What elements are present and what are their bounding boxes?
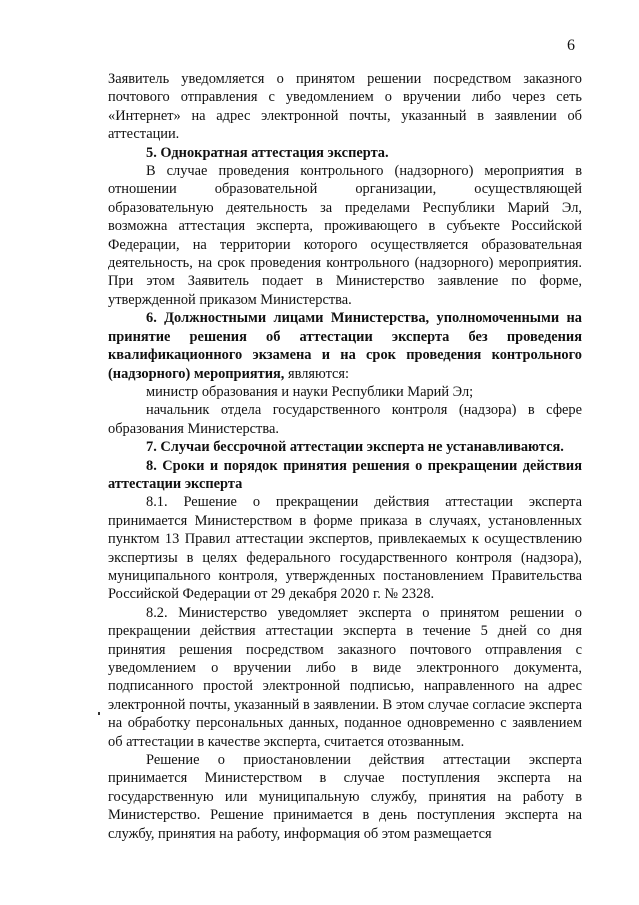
document-body — [108, 70, 582, 843]
paragraph-officials — [108, 309, 582, 383]
paragraph-notification: Заявитель уведомляется о принятом решении посредством заказного почтового отправления с уведомлением о вручении либо через сеть «Интернет» на адрес электронной почты, указанный в заявлении об аттестации. — [108, 71, 582, 143]
paragraph-8-2: 8.2. Министерство уведомляет эксперта о принятом решении о прекращении действия аттестации эксперта в течение 5 дней со дня принятия решения посредством заказного почтового отправления с уведомлением о вручении либо в виде электронного документа, подписанного простой электронной подписью, направленного на адрес электронной почты, указанный в заявлении. В этом случае согласие эксперта на обработку персональных данных, поданное одновременно с заявлением об аттестации в качестве эксперта, считается отозванным. — [108, 604, 582, 750]
paragraph-one-time-attestation: В случае проведения контрольного (надзорного) мероприятия в отношении образовательной организации, осуществляющей образовательную деятельность за пределами Республики Марий Эл, возможна аттестация эксперта, проживающего в субъекте Российской Федерации, на территории которого осуществляется образовательная деятельность, на срок проведения контрольного (надзорного) мероприятия. При этом Заявитель подает в Министерство заявление по форме, утвержденной приказом Министерства. — [108, 163, 582, 308]
heading-indefinite-attestation: 7. Случаи бессрочной аттестации эксперта не устанавливаются. — [146, 439, 564, 456]
list-item-department-head: начальник отдела государственного контроля (надзора) в сфере образования Министерства. — [108, 402, 582, 437]
margin-mark — [98, 712, 100, 715]
heading-officials: 6. Должностными лицами Министерства, уполномоченными на принятие решения об аттестации эксперта без проведения квалификационного экзамена и на срок проведения контрольного (надзорного) мероприятия, — [108, 310, 582, 382]
heading-termination: 8. Сроки и порядок принятия решения о прекращении действия аттестации эксперта — [108, 457, 582, 492]
heading-one-time-attestation: 5. Однократная аттестация эксперта. — [146, 144, 389, 161]
list-item-minister: министр образования и науки Республики Марий Эл; — [146, 383, 474, 400]
paragraph-8-1: 8.1. Решение о прекращении действия аттестации эксперта принимается Министерством в форме приказа в случаях, установленных пунктом 13 Правил аттестации экспертов, привлекаемых к осуществлению экспертизы в целях федерального государственного контроля (надзора), муниципального контроля, утвержденных постановлением Правительства Российской Федерации от 29 декабря 2020 г. № 2328. — [108, 494, 582, 603]
page-number: 6 — [567, 37, 575, 54]
paragraph-suspension: Решение о приостановлении действия аттестации эксперта принимается Министерством в случае поступления эксперта на государственную или муниципальную службу, принятия на работу в Министерство. Решение принимается в день поступления эксперта на службу, принятия на работу, информация об этом размещается — [108, 752, 582, 842]
officials-tail: являются: — [284, 365, 350, 382]
